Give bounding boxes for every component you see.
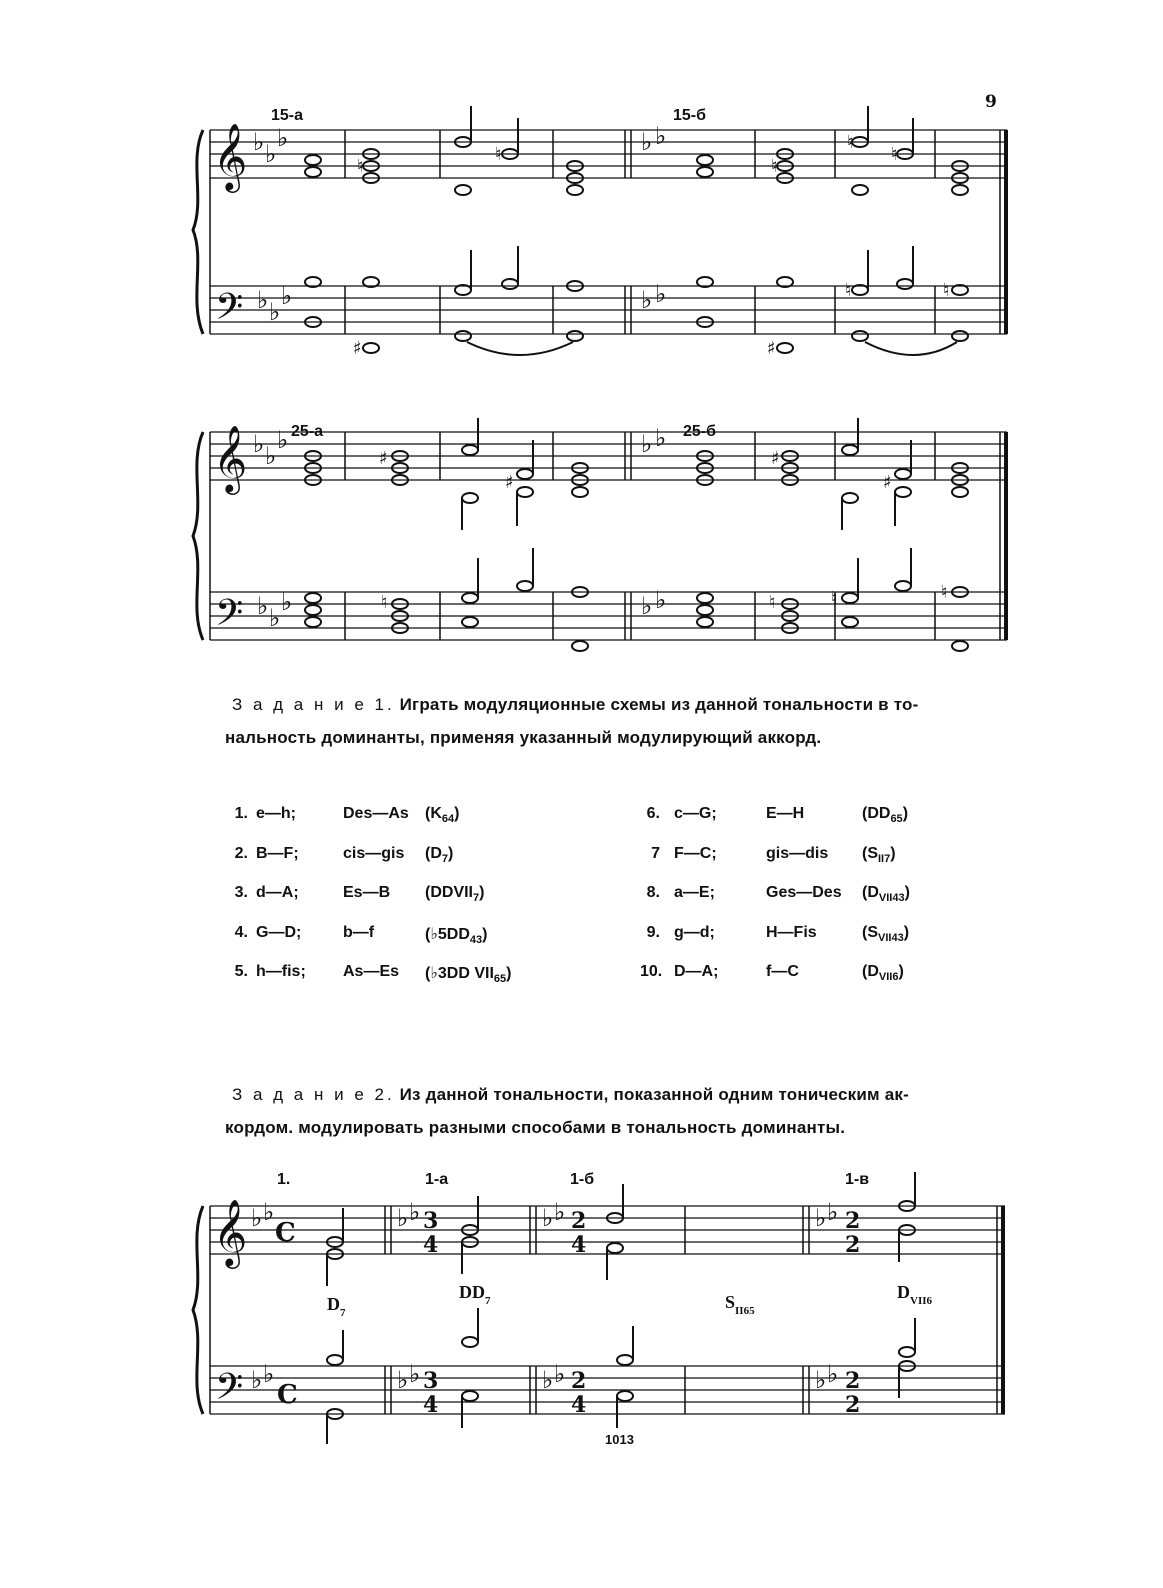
svg-text:3: 3 (423, 1368, 439, 1394)
task2-line2: кордом. модулировать разными способами в тональность доминанты. (225, 1118, 846, 1137)
svg-text:♮: ♮ (941, 582, 948, 603)
svg-text:♯: ♯ (505, 472, 514, 493)
svg-text:♭: ♭ (655, 424, 667, 452)
svg-text:♭: ♭ (263, 1360, 275, 1388)
svg-text:♯: ♯ (767, 338, 776, 359)
example-label-1v: 1-в (845, 1171, 870, 1188)
svg-text:♯: ♯ (771, 448, 780, 469)
svg-text:♭: ♭ (827, 1360, 839, 1388)
svg-text:♯: ♯ (883, 472, 892, 493)
svg-text:♭: ♭ (815, 1204, 827, 1232)
svg-text:♭: ♭ (251, 1204, 263, 1232)
exercise-row: 4. G—D; b—f $(♭5DD_{43})$ (234, 923, 488, 946)
svg-text:2: 2 (845, 1368, 861, 1394)
svg-text:2: 2 (571, 1368, 587, 1394)
svg-text:♭: ♭ (397, 1204, 409, 1232)
svg-text:2: 2 (845, 1232, 861, 1258)
svg-text:3: 3 (423, 1208, 439, 1234)
svg-text:4: 4 (423, 1392, 439, 1418)
svg-text:♭: ♭ (277, 426, 289, 454)
exercise-row: 8. a—E; Ges—Des $(D_{VII43})$ (646, 884, 910, 905)
svg-text:♭: ♭ (641, 286, 653, 314)
example-label-1: 1. (277, 1171, 291, 1188)
exercise-row: 1. e—h; Des—As $(K_{64})$ (234, 805, 460, 826)
print-code: 1013 (605, 1432, 634, 1447)
task2-text (225, 1078, 992, 1144)
svg-text:♮: ♮ (891, 144, 898, 165)
svg-text:♭: ♭ (269, 298, 281, 326)
example-label-15a: 15-а (271, 107, 304, 124)
svg-text:♭: ♭ (281, 282, 293, 310)
svg-text:♮: ♮ (845, 280, 852, 301)
task2-line1: Из данной тональности, показанной одним тоническим ак- (399, 1085, 909, 1104)
svg-text:♮: ♮ (495, 144, 502, 165)
svg-text:♭: ♭ (277, 124, 289, 152)
svg-text:♮: ♮ (771, 156, 778, 177)
svg-text:♭: ♭ (281, 588, 293, 616)
svg-text:♭: ♭ (641, 128, 653, 156)
score-system-15 (185, 100, 1015, 380)
svg-text:♭: ♭ (827, 1198, 839, 1226)
exercise-row: 5. h—fis; As—Es (♭3DD $VII_{65}$) (234, 963, 512, 986)
task1-line1: Играть модуляционные схемы из данной тональности в то- (399, 695, 919, 714)
svg-text:♮: ♮ (847, 132, 854, 153)
exercise-row: 7 F—C; gis—dis $(S_{II7})$ (651, 844, 896, 865)
task1-heading: З а д а н и е 1. (232, 695, 395, 714)
svg-text:♭: ♭ (554, 1360, 566, 1388)
svg-text:♮: ♮ (943, 280, 950, 301)
treble-clef-icon: 𝄞 (213, 122, 248, 190)
svg-text:♯: ♯ (353, 338, 362, 359)
treble-clef-icon: 𝄞 (213, 424, 248, 492)
svg-text:♭: ♭ (542, 1204, 554, 1232)
exercise-row: 9. g—d; H—Fis $(S_{VII43})$ (646, 923, 910, 944)
page-number: 9 (985, 92, 997, 112)
svg-text:♭: ♭ (554, 1198, 566, 1226)
svg-text:♭: ♭ (265, 140, 277, 168)
svg-text:♭: ♭ (655, 586, 667, 614)
example-label-15b: 15-б (673, 107, 707, 124)
exercise-row: 2. B—F; cis—gis $(D_7)$ (234, 844, 454, 865)
svg-text:♭: ♭ (251, 1366, 263, 1394)
svg-text:♭: ♭ (542, 1366, 554, 1394)
bass-clef-icon: 𝄢 (215, 286, 244, 337)
svg-text:2: 2 (845, 1208, 861, 1234)
svg-text:4: 4 (571, 1392, 587, 1418)
bass-clef-icon: 𝄢 (215, 592, 244, 643)
treble-clef-icon: 𝄞 (213, 1198, 248, 1266)
function-label-DD7: $DD_7$ (459, 1282, 491, 1307)
exercise-list-left (228, 805, 558, 1003)
svg-text:♮: ♮ (831, 588, 838, 609)
svg-text:♯: ♯ (379, 448, 388, 469)
function-label-SII65: $S_{II65}$ (725, 1292, 755, 1317)
svg-text:♭: ♭ (263, 1198, 275, 1226)
svg-text:♮: ♮ (381, 592, 388, 613)
svg-text:♮: ♮ (357, 156, 364, 177)
task1-line2: нальность доминанты, применяя указанный модулирующий аккорд. (225, 728, 822, 747)
svg-text:♭: ♭ (409, 1198, 421, 1226)
exercise-list-right (640, 805, 980, 1003)
task1-text (225, 688, 992, 754)
example-label-25b: 25-б (683, 423, 717, 440)
svg-text:♭: ♭ (257, 592, 269, 620)
function-label-DVII6: $D_{VII6}$ (897, 1282, 933, 1307)
bass-clef-icon: 𝄢 (215, 1366, 244, 1417)
svg-text:♭: ♭ (265, 442, 277, 470)
example-label-25a: 25-а (291, 423, 324, 440)
exercise-row: 3. d—A; Es—B $(DDVII_7)$ (234, 884, 485, 905)
exercise-row: 6. c—G; E—H $(DD_{65})$ (646, 805, 909, 826)
task2-heading: З а д а н и е 2. (232, 1085, 395, 1104)
svg-text:♭: ♭ (655, 122, 667, 150)
svg-text:♮: ♮ (769, 592, 776, 613)
example-label-1b: 1-б (570, 1171, 595, 1188)
svg-text:♭: ♭ (257, 286, 269, 314)
svg-text:2: 2 (571, 1208, 587, 1234)
function-label-D7: $D_7$ (327, 1294, 346, 1319)
svg-text:♭: ♭ (815, 1366, 827, 1394)
svg-text:C: C (277, 1380, 298, 1410)
svg-text:♭: ♭ (397, 1366, 409, 1394)
svg-text:♭: ♭ (409, 1360, 421, 1388)
exercise-row: 10. D—A; f—C $(D_{VII6})$ (640, 963, 904, 984)
svg-text:♭: ♭ (641, 430, 653, 458)
svg-text:♭: ♭ (641, 592, 653, 620)
svg-text:♭: ♭ (253, 430, 265, 458)
svg-text:C: C (275, 1218, 296, 1248)
svg-text:♭: ♭ (269, 604, 281, 632)
svg-text:4: 4 (571, 1232, 587, 1258)
svg-text:♭: ♭ (253, 128, 265, 156)
svg-text:4: 4 (423, 1232, 439, 1258)
svg-text:♭: ♭ (655, 280, 667, 308)
example-label-1a: 1-а (425, 1171, 449, 1188)
svg-text:2: 2 (845, 1392, 861, 1418)
score-system-25 (185, 418, 1015, 658)
score-system-1 (185, 1166, 1015, 1436)
